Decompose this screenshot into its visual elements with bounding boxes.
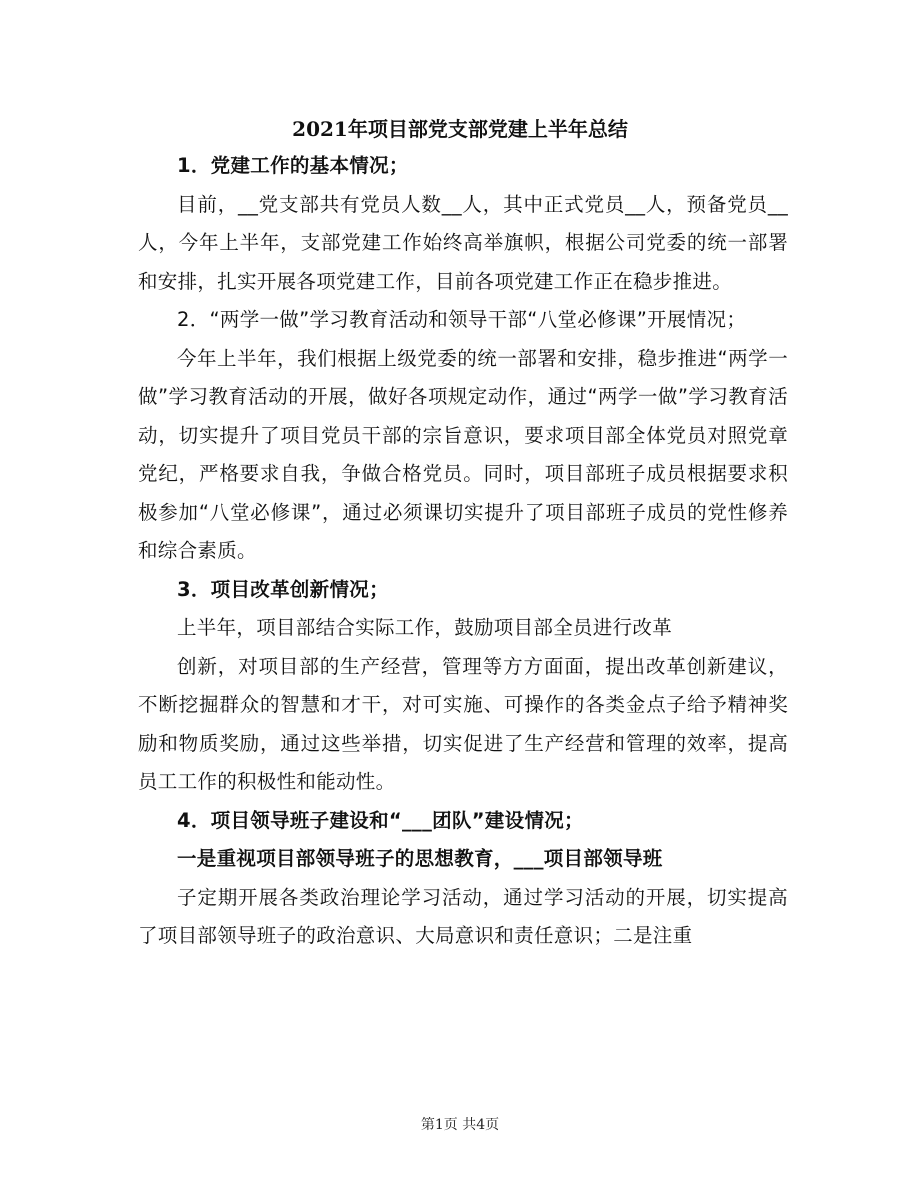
section-1-heading: 1．党建工作的基本情况；: [177, 154, 409, 177]
document-title: 2021年项目部党支部党建上半年总结: [292, 117, 628, 141]
section-4-paragraph-1: 子定期开展各类政治理论学习活动，通过学习活动的开展，切实提高了项目部领导班子的政治意识、大局意识和责任意识；二是注重: [138, 885, 788, 947]
section-3-heading: 3．项目改革创新情况；: [177, 577, 389, 601]
section-2-paragraph-1: 今年上半年，我们根据上级党委的统一部署和安排，稳步推进“两学一做”学习教育活动的开展，做好各项规定动作，通过“两学一做”学习教育活动，切实提升了项目党员干部的宗旨意识，要求项目部全体党员对照党章党纪，严格要求自我，争做合格党员。同时，项目部班子成员根据要求积极参加“八堂必修课”，通过必须课切实提升了项目部班子成员的党性修养和综合素质。: [138, 346, 788, 562]
section-3-paragraph-2: 创新，对项目部的生产经营，管理等方方面面，提出改革创新建议，不断挖掘群众的智慧和才干，对可实施、可操作的各类金点子给予精神奖励和物质奖励，通过这些举措，切实促进了生产经营和管理的效率，提高员工工作的积极性和能动性。: [138, 654, 788, 793]
document-body: [138, 147, 788, 956]
section-2-heading: 2．“两学一做”学习教育活动和领导干部“八堂必修课”开展情况；: [177, 308, 747, 331]
page-footer: 第1页 共4页: [420, 1117, 500, 1133]
section-1-paragraph-1: 目前，__党支部共有党员人数__人，其中正式党员__人，预备党员__人，今年上半年，支部党建工作始终高举旗帜，根据公司党委的统一部署和安排，扎实开展各项党建工作，目前各项党建工作正在稳步推进。: [138, 192, 788, 293]
section-4-heading: 4．项目领导班子建设和“___团队”建设情况；: [177, 808, 584, 832]
section-3-paragraph-1: 上半年，项目部结合实际工作，鼓励项目部全员进行改革: [177, 616, 673, 639]
section-4-subheading: 一是重视项目部领导班子的思想教育，___项目部领导班: [177, 847, 663, 870]
